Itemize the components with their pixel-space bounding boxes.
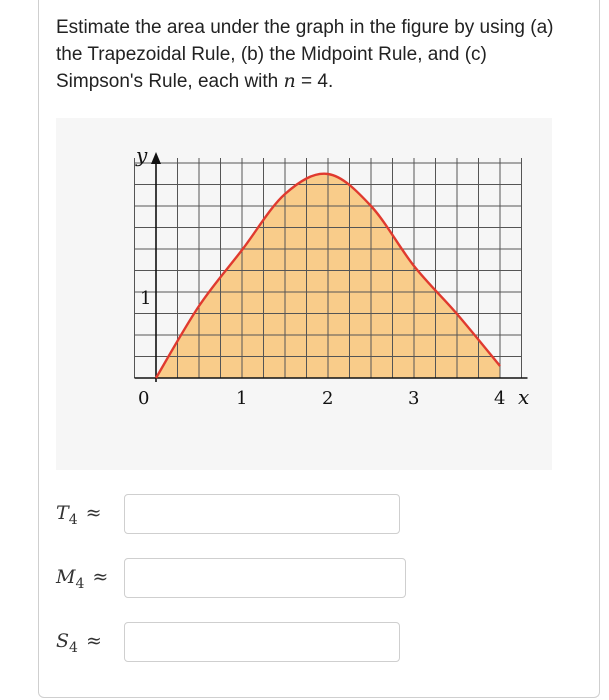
question-text: Estimate the area under the graph in the figure by using (a) the Trapezoidal Rule, (b) the Midpoint Rule, and (c) Simpson's Rule, each with n = 4. xyxy=(56,17,554,92)
y-axis-label: y xyxy=(136,143,148,167)
midpoint-answer-input[interactable] xyxy=(124,558,406,598)
trapezoid-row xyxy=(56,494,416,536)
math-n: n xyxy=(283,70,296,92)
graph-svg xyxy=(56,118,552,470)
x-tick-label: 1 xyxy=(236,388,248,409)
midpoint-row xyxy=(56,558,416,600)
simpson-answer-input[interactable] xyxy=(124,622,400,662)
simpson-row xyxy=(56,622,416,664)
x-tick-label: 3 xyxy=(408,388,420,409)
simpson-label: $S_4$ ≈ xyxy=(56,630,102,656)
x-axis-label: x xyxy=(518,385,530,409)
trapezoid-label: $T_4$ ≈ xyxy=(56,502,102,528)
y-axis-arrow xyxy=(151,152,161,164)
origin-label: 0 xyxy=(138,388,150,409)
graph-figure xyxy=(56,118,552,470)
trapezoid-answer-input[interactable] xyxy=(124,494,400,534)
x-tick-label: 2 xyxy=(322,388,334,409)
x-tick-label: 4 xyxy=(494,388,506,409)
midpoint-label: $M_4$ ≈ xyxy=(56,566,109,592)
y-tick-label: 1 xyxy=(140,288,152,309)
